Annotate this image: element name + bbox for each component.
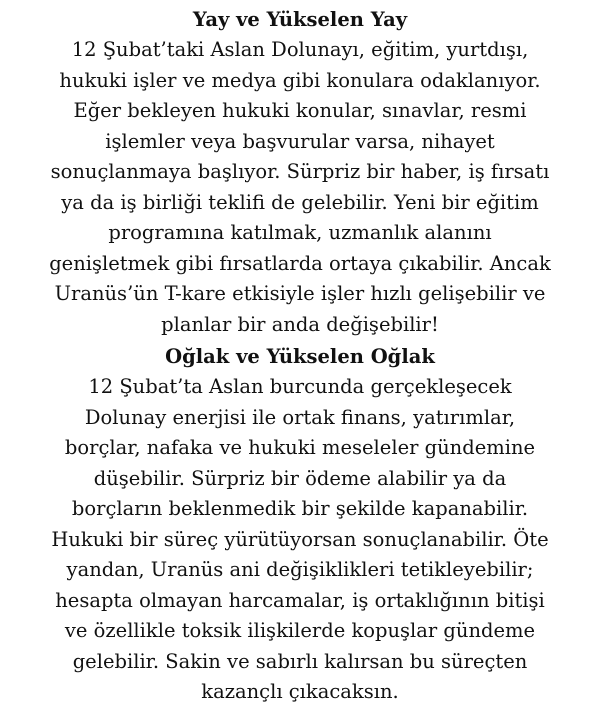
paragraph-line: gelebilir. Sakin ve sabırlı kalırsan bu süreçten (72, 649, 528, 673)
paragraph-line: Dolunay enerjisi ile ortak finans, yatırımlar, (84, 405, 516, 429)
paragraph-line: hukuki işler ve medya gibi konulara odaklanıyor. (59, 68, 541, 92)
paragraph-line: Hukuki bir süreç yürütüyorsan sonuçlanabilir. Öte (51, 527, 549, 551)
paragraph-line: borçlar, nafaka ve hukuki meseleler gündemine (64, 436, 536, 459)
paragraph-line: Uranüs’ün T-kare etkisiyle işler hızlı gelişebilir ve (54, 282, 546, 305)
paragraph-line: düşebilir. Sürpriz bir ödeme alabilir ya da (93, 466, 507, 490)
paragraph-oglak (10, 372, 590, 708)
paragraph-line: 12 Şubat’ta Aslan burcunda gerçekleşecek (88, 375, 512, 398)
paragraph-line: genişletmek gibi fırsatlarda ortaya çıkabilir. Ancak (49, 251, 551, 275)
paragraph-line: sonuçlanmaya başlıyor. Sürpriz bir haber, iş fırsatı (50, 160, 550, 183)
paragraph-yay (10, 35, 590, 340)
paragraph-line: planlar bir anda değişebilir! (161, 312, 439, 336)
paragraph-line: Eğer bekleyen hukuki konular, sınavlar, resmi (73, 99, 527, 122)
section-yay (10, 4, 590, 340)
paragraph-line: programına katılmak, uzmanlık alanını (108, 221, 492, 244)
paragraph-line: ve özellikle toksik ilişkilerde kopuşlar gündeme (64, 619, 536, 642)
section-title-oglak: Oğlak ve Yükselen Oğlak (165, 345, 435, 368)
paragraph-line: kazançlı çıkacaksın. (201, 680, 399, 703)
paragraph-line: borçların beklenmedik bir şekilde kapanabilir. (71, 497, 529, 520)
paragraph-line: işlemler veya başvurular varsa, nihayet (105, 129, 495, 153)
paragraph-line: hesapta olmayan harcamalar, iş ortaklığının bitişi (55, 588, 545, 612)
section-title-yay: Yay ve Yükselen Yay (192, 8, 408, 31)
paragraph-line: ya da iş birliği teklifi de gelebilir. Yeni bir eğitim (61, 190, 539, 214)
paragraph-line: yandan, Uranüs ani değişiklikleri tetikleyebilir; (66, 558, 534, 581)
paragraph-line: 12 Şubat’taki Aslan Dolunayı, eğitim, yurtdışı, (71, 38, 529, 61)
section-oglak (10, 341, 590, 708)
